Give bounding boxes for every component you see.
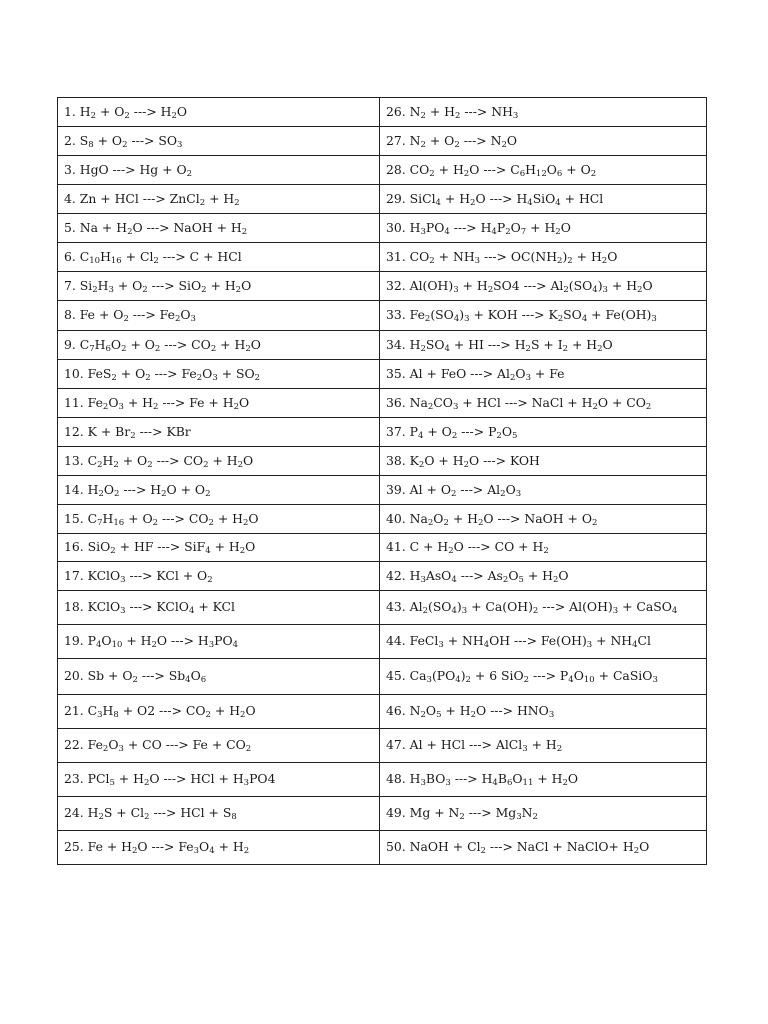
subscript: 2 [143, 778, 150, 789]
subscript: 2 [145, 372, 151, 383]
subscript: 4 [632, 640, 638, 651]
table-row [58, 127, 707, 156]
subscript: 2 [420, 343, 426, 354]
subscript: 3 [512, 110, 519, 121]
subscript: 2 [243, 846, 250, 857]
subscript: 3 [461, 606, 468, 617]
subscript: 6 [506, 778, 513, 789]
table-row [58, 272, 707, 301]
subscript: 2 [102, 401, 109, 412]
subscript: 2 [186, 168, 193, 179]
subscript: 3 [522, 744, 528, 755]
equation-cell: 20. $Sb + O_2$ ---> $Sb_4O_6$ [58, 659, 380, 695]
subscript: 2 [556, 744, 563, 755]
subscript: 7 [520, 226, 527, 237]
equation-cell: 4. Zn + HCl ---> ZnCl$_2$ + $H_2$ [58, 185, 380, 214]
subscript: 3 [243, 778, 250, 789]
equation-cell: 11. $Fe_2O_3 + H_2$ ---> $Fe + H_2O$ [58, 389, 380, 418]
equation-cell: 34. $H_2SO_4$ + HI ---> $H_2S + I_2 + H_2O$ [380, 331, 707, 360]
subscript: 5 [436, 710, 442, 721]
subscript: 3 [602, 284, 608, 295]
subscript: 4 [568, 675, 574, 686]
subscript: 7 [97, 517, 103, 528]
subscript: 2 [110, 546, 116, 557]
equation-cell: 39. $Al + O_2$ ---> $Al_2O_3$ [380, 476, 707, 505]
equation-cell: 36. $Na_2CO_3$ + HCl ---> NaCl + $H_2O + CO_2$ [380, 389, 707, 418]
subscript: 2 [422, 606, 428, 617]
subscript: 4 [451, 574, 457, 585]
subscript: 2 [470, 710, 477, 721]
equation-cell: 17. KClO$_3$ ---> KCl + $O_2$ [58, 562, 380, 591]
subscript: 3 [445, 778, 451, 789]
subscript: 3 [212, 372, 218, 383]
equation-cell: 50. NaOH + $Cl_2$ ---> NaCl + NaClO+ $H_2O$ [380, 831, 707, 865]
subscript: 3 [420, 574, 426, 585]
equation-cell: 24. $H_2S + Cl_2$ ---> HCl + $S_8$ [58, 797, 380, 831]
subscript: 2 [241, 226, 248, 237]
subscript: 3 [586, 640, 593, 651]
subscript: 2 [174, 314, 181, 325]
table-row [58, 591, 707, 625]
subscript: 4 [592, 284, 598, 295]
subscript: 3 [652, 675, 658, 686]
subscript: 4 [451, 606, 457, 617]
equation-cell: 30. $H_3PO_4$ ---> $H_4P_2O_7 + H_2O$ [380, 214, 707, 243]
subscript: 2 [237, 459, 244, 470]
subscript: 2 [505, 226, 511, 237]
subscript: 2 [152, 517, 159, 528]
subscript: 2 [171, 110, 177, 121]
subscript: 3 [118, 744, 124, 755]
subscript: 3 [108, 284, 114, 295]
subscript: 2 [114, 488, 120, 499]
subscript: 2 [98, 488, 104, 499]
subscript: 2 [424, 314, 431, 325]
subscript: 2 [122, 139, 128, 150]
table-row [58, 695, 707, 729]
subscript: 2 [496, 430, 502, 441]
subscript: 5 [518, 574, 524, 585]
subscript: 2 [567, 255, 573, 266]
subscript: 2 [429, 255, 435, 266]
subscript: 3 [548, 710, 555, 721]
table-row [58, 156, 707, 185]
equation-cell: 7. $Si_2H_3 + O_2$ ---> $SiO_2 + H_2O$ [58, 272, 380, 301]
equation-cell: 5. $Na + H_2O$ ---> NaOH + $H_2$ [58, 214, 380, 243]
subscript: 2 [480, 846, 486, 857]
equation-cell: 47. Al + HCl ---> AlCl$_3$ + $H_2$ [380, 729, 707, 763]
subscript: 12 [535, 168, 547, 179]
equation-cell: 41. $C + H_2O$ ---> CO + $H_2$ [380, 534, 707, 562]
subscript: 4 [581, 314, 588, 325]
subscript: 2 [208, 517, 214, 528]
table-row [58, 763, 707, 797]
subscript: 6 [556, 168, 563, 179]
subscript: 5 [512, 430, 518, 441]
subscript: 16 [110, 255, 122, 266]
equation-cell: 48. $H_3BO_3$ ---> $H_4B_6O_{11} + H_2O$ [380, 763, 707, 797]
subscript: 16 [113, 517, 125, 528]
table-row [58, 301, 707, 331]
subscript: 2 [463, 459, 469, 470]
subscript: 2 [142, 284, 148, 295]
subscript: 2 [154, 343, 161, 354]
equation-cell: 45. $Ca_3(PO_4)_2 + 6$ SiO$_2$ ---> $P_4O_{10}$ + CaSiO$_3$ [380, 659, 707, 695]
subscript: 2 [597, 343, 603, 354]
subscript: 2 [463, 168, 470, 179]
subscript: 2 [239, 546, 246, 557]
subscript: 4 [188, 606, 195, 617]
subscript: 2 [487, 284, 494, 295]
subscript: 7 [89, 343, 95, 354]
equation-cell: 31. $CO_2 + NH_3$ ---> $OC(NH_2)_2 + H_2O$ [380, 243, 707, 272]
subscript: 4 [185, 675, 191, 686]
subscript: 2 [203, 459, 209, 470]
equation-cell: 46. $N_2O_5 + H_2O$ ---> $HNO_3$ [380, 695, 707, 729]
subscript: 2 [557, 314, 564, 325]
subscript: 2 [459, 812, 465, 823]
subscript: 4 [232, 640, 239, 651]
subscript: 3 [193, 846, 200, 857]
equation-cell: 9. $C_7H_6O_2 + O_2$ ---> $CO_2 + H_2O$ [58, 331, 380, 360]
subscript: 4 [483, 640, 490, 651]
subscript: 6 [200, 675, 207, 686]
subscript: 8 [88, 139, 94, 150]
subscript: 2 [121, 343, 127, 354]
subscript: 2 [420, 710, 426, 721]
equations-table-body [58, 98, 707, 865]
subscript: 2 [130, 430, 136, 441]
subscript: 2 [465, 675, 471, 686]
subscript: 3 [118, 401, 124, 412]
subscript: 2 [97, 459, 103, 470]
subscript: 2 [243, 517, 249, 528]
equation-cell: 3. HgO ---> $Hg + O_2$ [58, 156, 380, 185]
subscript: 3 [120, 606, 126, 617]
subscript: 3 [453, 284, 459, 295]
equation-cell: 12. $K + Br_2$ ---> KBr [58, 418, 380, 447]
table-row [58, 447, 707, 476]
equation-cell: 14. $H_2O_2$ ---> $H_2O + O_2$ [58, 476, 380, 505]
subscript: 3 [420, 226, 426, 237]
subscript: 2 [500, 488, 506, 499]
table-row [58, 797, 707, 831]
subscript: 2 [601, 255, 608, 266]
subscript: 2 [509, 372, 516, 383]
equation-cell: 18. KClO$_3$ ---> KClO$_4$ + KCl [58, 591, 380, 625]
subscript: 2 [633, 846, 640, 857]
subscript: 4 [444, 226, 450, 237]
subscript: 2 [443, 517, 449, 528]
table-row [58, 505, 707, 534]
subscript: 2 [210, 343, 217, 354]
subscript: 3 [420, 778, 426, 789]
equation-cell: 23. $PCl_5 + H_2O$ ---> HCl + $H_3PO4$ [58, 763, 380, 797]
subscript: 4 [555, 197, 561, 208]
table-row [58, 360, 707, 389]
subscript: 4 [205, 546, 211, 557]
equation-cell: 26. $N_2 + H_2$ ---> $NH_3$ [380, 98, 707, 127]
subscript: 4 [671, 606, 678, 617]
subscript: 11 [522, 778, 534, 789]
subscript: 2 [532, 606, 539, 617]
subscript: 2 [205, 488, 211, 499]
subscript: 3 [515, 488, 522, 499]
equation-cell: 35. Al + FeO ---> $Al_2O_3 + Fe$ [380, 360, 707, 389]
subscript: 2 [147, 459, 153, 470]
equation-cell: 44. FeCl$_3$ + $NH_4OH$ ---> $Fe(OH)_3 + NH_4Cl$ [380, 625, 707, 659]
subscript: 2 [645, 401, 652, 412]
subscript: 2 [205, 710, 211, 721]
subscript: 10 [89, 255, 101, 266]
subscript: 2 [102, 744, 109, 755]
subscript: 2 [429, 168, 435, 179]
subscript: 4 [95, 640, 102, 651]
subscript: 2 [245, 343, 251, 354]
subscript: 2 [477, 517, 484, 528]
equation-cell: 13. $C_2H_2 + O_2$ ---> $CO_2 + H_2O$ [58, 447, 380, 476]
subscript: 3 [525, 372, 531, 383]
equation-cell: 42. $H_3AsO_4$ ---> $As_2O_5 + H_2O$ [380, 562, 707, 591]
table-row [58, 214, 707, 243]
equation-cell: 19. $P_4O_{10} + H_2O$ ---> $H_3PO_4$ [58, 625, 380, 659]
subscript: 4 [209, 846, 215, 857]
subscript: 2 [161, 488, 167, 499]
equation-cell: 10. $FeS_2 + O_2$ ---> $Fe_2O_3 + SO_2$ [58, 360, 380, 389]
subscript: 2 [132, 675, 138, 686]
subscript: 2 [111, 372, 117, 383]
subscript: 2 [201, 284, 207, 295]
table-row [58, 625, 707, 659]
subscript: 2 [144, 812, 150, 823]
subscript: 2 [233, 401, 239, 412]
subscript: 6 [519, 168, 526, 179]
subscript: 2 [555, 226, 561, 237]
subscript: 3 [120, 574, 126, 585]
subscript: 3 [612, 606, 619, 617]
subscript: 2 [92, 284, 98, 295]
subscript: 2 [113, 459, 119, 470]
subscript: 4 [492, 778, 498, 789]
subscript: 3 [97, 710, 103, 721]
table-row [58, 243, 707, 272]
subscript: 2 [562, 343, 569, 354]
subscript: 2 [455, 110, 461, 121]
subscript: 4 [417, 430, 424, 441]
subscript: 3 [651, 314, 657, 325]
subscript: 2 [553, 574, 559, 585]
subscript: 2 [543, 546, 549, 557]
equation-cell: 2. $S_8 + O_2$ ---> $SO_3$ [58, 127, 380, 156]
table-row [58, 331, 707, 360]
subscript: 2 [199, 197, 206, 208]
subscript: 2 [451, 430, 458, 441]
subscript: 3 [438, 640, 444, 651]
table-row [58, 729, 707, 763]
subscript: 2 [124, 110, 130, 121]
subscript: 2 [196, 372, 203, 383]
subscript: 4 [527, 197, 533, 208]
subscript: 2 [592, 401, 598, 412]
equation-cell: 21. $C_3H_8 + O2$ ---> $CO_2 + H_2O$ [58, 695, 380, 729]
subscript: 2 [254, 372, 261, 383]
table-row [58, 418, 707, 447]
equation-cell: 37. $P_4 + O_2$ ---> $P_2O_5$ [380, 418, 707, 447]
equation-cell: 15. $C_7H_{16} + O_2$ ---> $CO_2 + H_2O$ [58, 505, 380, 534]
subscript: 3 [464, 314, 470, 325]
equation-cell: 29. SiCl$_4$ + $H_2O$ ---> $H_4SiO_4$ + HCl [380, 185, 707, 214]
subscript: 2 [420, 139, 426, 150]
subscript: 2 [502, 574, 509, 585]
subscript: 2 [562, 778, 568, 789]
subscript: 6 [105, 343, 111, 354]
subscript: 2 [131, 846, 138, 857]
subscript: 2 [427, 517, 434, 528]
subscript: 3 [516, 812, 522, 823]
subscript: 2 [448, 546, 454, 557]
subscript: 10 [583, 675, 595, 686]
equation-cell: 49. $Mg + N_2$ ---> $Mg_3N_2$ [380, 797, 707, 831]
subscript: 8 [231, 812, 237, 823]
subscript: 2 [153, 255, 159, 266]
equation-cell: 28. $CO_2 + H_2O$ ---> $C_6H_{12}O_6 + O_2$ [380, 156, 707, 185]
subscript: 2 [557, 255, 563, 266]
subscript: 4 [435, 197, 441, 208]
subscript: 2 [207, 574, 213, 585]
table-row [58, 534, 707, 562]
subscript: 10 [111, 640, 123, 651]
subscript: 2 [153, 401, 159, 412]
subscript: 2 [525, 343, 531, 354]
subscript: 3 [176, 139, 183, 150]
equation-cell: 43. $Al_2(SO_4)_3 + Ca(OH)_2$ ---> $Al(OH)_3$ + CaSO$_4$ [380, 591, 707, 625]
subscript: 2 [454, 139, 460, 150]
subscript: 2 [501, 139, 507, 150]
subscript: 2 [98, 812, 104, 823]
equation-cell: 6. $C_{10}H_{16} + Cl_2$ ---> C + HCl [58, 243, 380, 272]
subscript: 8 [113, 710, 119, 721]
table-row [58, 389, 707, 418]
equation-cell: 27. $N_2 + O_2$ ---> $N_2O$ [380, 127, 707, 156]
subscript: 3 [452, 401, 459, 412]
subscript: 2 [563, 284, 569, 295]
equation-cell: 38. $K_2O + H_2O$ ---> KOH [380, 447, 707, 476]
table-row [58, 98, 707, 127]
subscript: 2 [470, 197, 476, 208]
equation-cell: 8. $Fe + O_2$ ---> $Fe_2O_3$ [58, 301, 380, 331]
subscript: 2 [450, 488, 457, 499]
subscript: 2 [235, 284, 242, 295]
subscript: 2 [532, 812, 538, 823]
equation-cell: 22. $Fe_2O_3$ + CO ---> $Fe + CO_2$ [58, 729, 380, 763]
subscript: 2 [591, 517, 598, 528]
equations-table [57, 97, 707, 865]
subscript: 2 [523, 675, 530, 686]
equation-cell: 16. SiO$_2$ + HF ---> $SiF_4 + H_2O$ [58, 534, 380, 562]
equation-cell: 1. $H_2 + O_2$ ---> $H_2O$ [58, 98, 380, 127]
equation-cell: 33. $Fe_2(SO_4)_3$ + KOH ---> $K_2SO_4 + Fe(OH)_3$ [380, 301, 707, 331]
subscript: 2 [420, 110, 426, 121]
table-row [58, 562, 707, 591]
subscript: 4 [455, 675, 461, 686]
subscript: 3 [208, 640, 215, 651]
subscript: 5 [109, 778, 115, 789]
equation-cell: 25. $Fe + H_2O$ ---> $Fe_3O_4 + H_2$ [58, 831, 380, 865]
equation-cell: 40. $Na_2O_2 + H_2O$ ---> NaOH + $O_2$ [380, 505, 707, 534]
subscript: 2 [637, 284, 643, 295]
subscript: 2 [90, 110, 96, 121]
table-row [58, 185, 707, 214]
subscript: 2 [240, 710, 246, 721]
subscript: 2 [127, 226, 133, 237]
subscript: 2 [151, 640, 157, 651]
subscript: 2 [245, 744, 252, 755]
subscript: 2 [234, 197, 240, 208]
table-row [58, 831, 707, 865]
subscript: 2 [590, 168, 597, 179]
equation-cell: 32. $Al(OH)_3 + H_2SO4$ ---> $Al_2(SO_4)_3 + H_2O$ [380, 272, 707, 301]
subscript: 4 [444, 343, 450, 354]
table-row [58, 476, 707, 505]
subscript: 4 [491, 226, 497, 237]
subscript: 2 [418, 459, 425, 470]
table-row [58, 659, 707, 695]
subscript: 2 [123, 314, 129, 325]
subscript: 3 [190, 314, 196, 325]
subscript: 3 [474, 255, 481, 266]
subscript: 4 [453, 314, 460, 325]
subscript: 3 [426, 675, 432, 686]
subscript: 2 [427, 401, 434, 412]
